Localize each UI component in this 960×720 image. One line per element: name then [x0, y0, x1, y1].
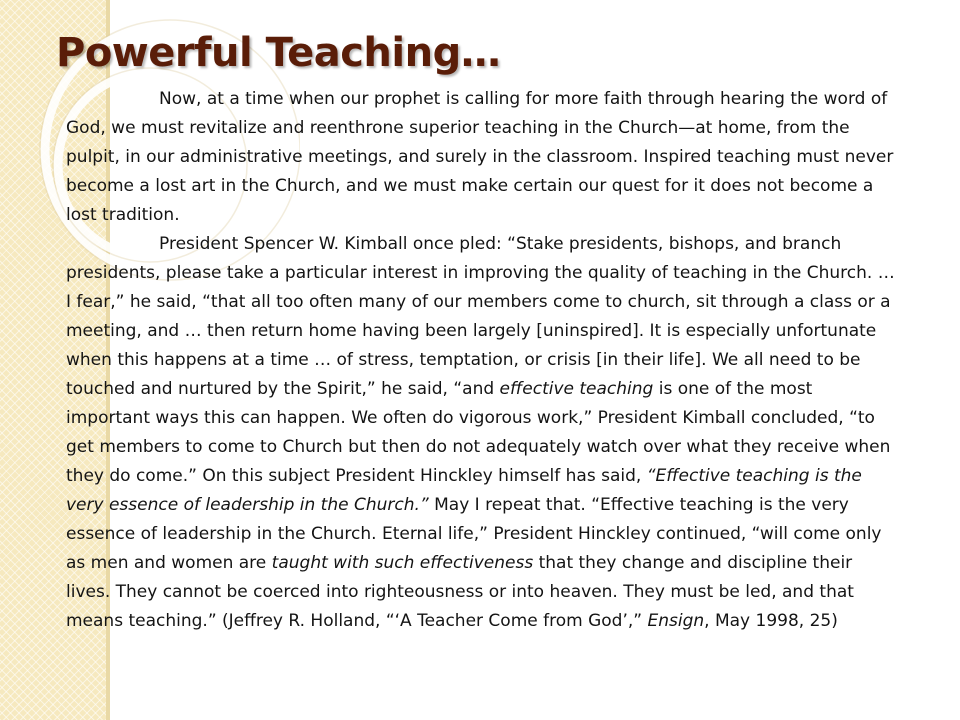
text-segment: is one of the most important ways this can happen. We often do vigorous work,” President Kimball concluded, “to get members to come to Church but then do not adequately watch over what they receive when they do come.” On this subject President Hinckley himself has said, [66, 379, 891, 486]
paragraph-kimball-quote [66, 230, 898, 636]
italic-effective-teaching: effective teaching [499, 379, 654, 399]
text-segment: President Spencer W. Kimball once pled: “Stake presidents, bishops, and branch presidents, please take a particular interest in improving the quality of teaching in the Church. … I fear,” he said, “that all too often many of our members come to church, sit through a class or a meeting, and … then return home having been largely [uninspired]. It is especially unfortunate when this happens at a time … of stress, temptation, or crisis [in their life]. We all need to be touched and nurtured by the Spirit,” he said, “and [66, 234, 895, 399]
text-segment: , May 1998, 25) [704, 611, 838, 631]
paragraph-prophet-calling: Now, at a time when our prophet is calling for more faith through hearing the word of God, we must revitalize and reenthrone superior teaching in the Church—at home, from the pulpit, in our administrative meetings, and surely in the classroom. Inspired teaching must never become a lost art in the Church, and we must make certain our quest for it does not become a lost tradition. [66, 89, 894, 225]
text-segment: May I repeat that. “Effective teaching is the very essence of leadership in the Church. Eternal life,” President Hinckley continued, “will come only as men and women are [66, 495, 882, 573]
italic-ensign: Ensign [647, 611, 705, 631]
italic-taught-effectiveness: taught with such effectiveness [271, 553, 534, 573]
text-segment: that they change and discipline their lives. They cannot be coerced into righteousness or into heaven. They must be led, and that means teaching.” (Jeffrey R. Holland, “‘A Teacher Come from God’,” [66, 553, 854, 631]
italic-hinckley-quote: “Effective teaching is the very essence of leadership in the Church.” [66, 466, 862, 515]
slide-title: Powerful Teaching… [56, 30, 501, 76]
slide-body [66, 85, 898, 636]
